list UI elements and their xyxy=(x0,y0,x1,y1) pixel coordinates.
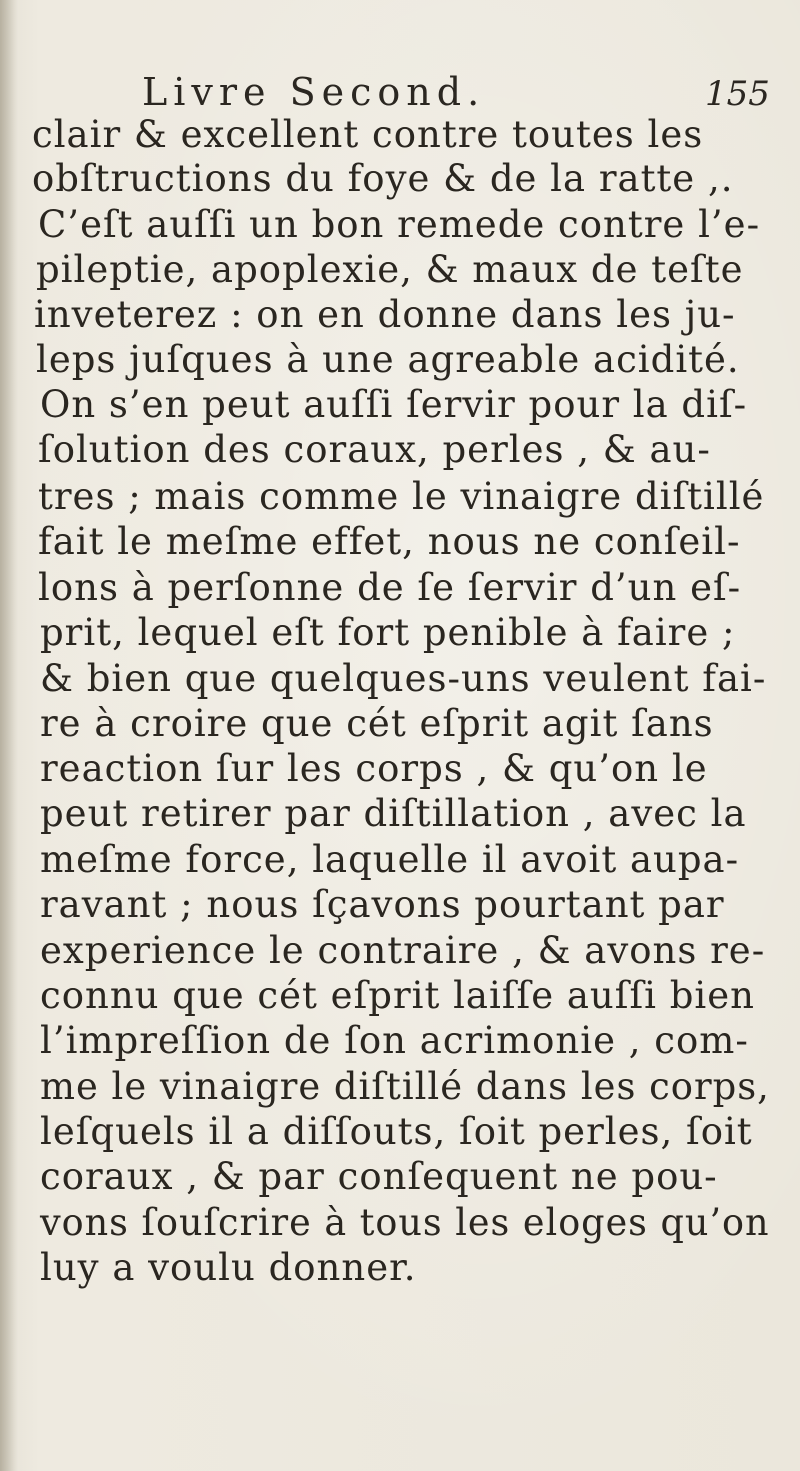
text-line: C’eſt auſſi un bon remede contre l’e- xyxy=(38,203,761,246)
text-line: meſme force, laquelle il avoit aupa- xyxy=(40,838,740,881)
text-line: fait le meſme effet, nous ne conſeil- xyxy=(38,520,741,563)
text-line: pileptie, apoplexie, & maux de teſte xyxy=(36,248,744,291)
text-line: ſolution des coraux, perles , & au- xyxy=(38,428,711,471)
text-line: experience le contraire , & avons re- xyxy=(40,929,766,972)
text-line: tres ; mais comme le vinaigre diſtillé xyxy=(38,475,765,518)
text-line: vons ſouſcrire à tous les eloges qu’on xyxy=(40,1201,770,1244)
page-number: 155 xyxy=(705,74,770,114)
text-line: & bien que quelques-uns veulent fai- xyxy=(40,657,767,700)
text-line: reaction ſur les corps , & qu’on le xyxy=(40,747,708,790)
text-line: On s’en peut auſſi ſervir pour la diſ- xyxy=(40,383,748,426)
text-line: obſtructions du foye & de la ratte ,. xyxy=(32,157,734,200)
text-line: inveterez : on en donne dans les ju- xyxy=(34,293,736,336)
text-line: re à croire que cét eſprit agit ſans xyxy=(40,702,714,745)
text-line: leſquels il a diſſouts, ſoit perles, ſoit xyxy=(40,1110,753,1153)
text-line: l’impreſſion de ſon acrimonie , com- xyxy=(40,1019,749,1062)
text-line: ravant ; nous ſçavons pourtant par xyxy=(40,883,725,926)
text-line: me le vinaigre diſtillé dans les corps, xyxy=(40,1065,770,1108)
text-line: clair & excellent contre toutes les xyxy=(32,113,704,156)
text-line: luy a voulu donner. xyxy=(40,1246,417,1289)
text-line: leps juſques à une agreable acidité. xyxy=(36,338,740,381)
text-line: coraux , & par conſequent ne pou- xyxy=(40,1155,718,1198)
running-head: Livre Second. xyxy=(142,70,486,114)
text-line: peut retirer par diſtillation , avec la xyxy=(40,792,747,835)
text-line: lons à perſonne de ſe ſervir d’un eſ- xyxy=(38,566,742,609)
page-gutter-shadow xyxy=(0,0,18,1471)
text-line: connu que cét eſprit laiſſe auſſi bien xyxy=(40,974,755,1017)
text-line: prit, lequel eſt fort penible à faire ; xyxy=(40,611,736,654)
